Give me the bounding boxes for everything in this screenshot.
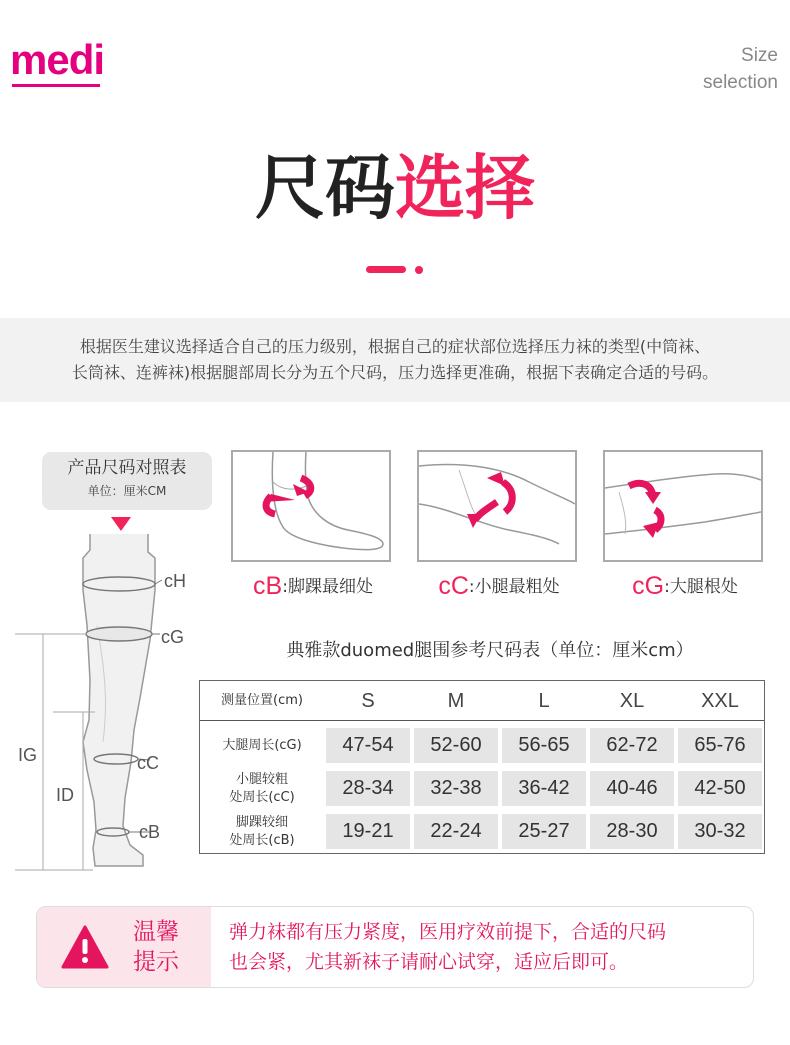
size-selection-line1: Size (741, 45, 778, 66)
size-table-title: 典雅款duomed腿围参考尺码表（单位：厘米cm） (286, 640, 694, 661)
table-cell: 36-42 (502, 771, 586, 806)
thigh-measure-icon (605, 452, 761, 560)
cc-label: cC (137, 753, 159, 773)
ig-label: IG (18, 745, 38, 765)
cg-code: cG (632, 572, 665, 600)
calf-measure-icon (419, 452, 575, 560)
cg-ring (86, 627, 152, 641)
cc-code: cC (438, 572, 469, 600)
size-header-xl: XL (619, 690, 645, 712)
tip-text-line2: 也会紧，尤其新袜子请耐心试穿，适应后即可。 (229, 951, 629, 973)
cg-label: cG (161, 627, 185, 647)
tip-heading-line1: 温馨 (133, 919, 179, 945)
thigh-measure-caption (603, 571, 767, 601)
title-divider-dot (415, 266, 423, 274)
row-label-line1: 脚踝较细 (235, 815, 288, 830)
table-header-row (200, 681, 764, 721)
size-reference-box (42, 452, 212, 510)
id-label: ID (56, 785, 74, 805)
intro-line2: 长筒袜、连裤袜)根据腿部周长分为五个尺码，压力选择更准确，根据下表确定合适的号码。 (71, 363, 719, 382)
warm-tip-box (36, 906, 754, 988)
table-cell: 28-30 (590, 814, 674, 849)
leg-diagram (15, 530, 205, 880)
table-cell: 42-50 (678, 771, 762, 806)
cb-label: cB (139, 822, 161, 842)
medi-logo: medi (10, 36, 105, 83)
size-header-xxl: XXL (701, 690, 739, 712)
table-row (200, 810, 764, 853)
table-cell: 52-60 (414, 728, 498, 763)
row-label (200, 771, 324, 807)
table-cell: 62-72 (590, 728, 674, 763)
table-cell: 32-38 (414, 771, 498, 806)
table-row (200, 767, 764, 810)
table-cell: 22-24 (414, 814, 498, 849)
size-header-l: L (538, 690, 550, 712)
calf-measure-caption (417, 571, 581, 601)
logo-underline (12, 84, 100, 87)
table-cell: 28-34 (326, 771, 410, 806)
title-divider-dash (366, 266, 406, 273)
calf-measure-photo (417, 450, 577, 562)
intro-line1: 根据医生建议选择适合自己的压力级别，根据自己的症状部位选择压力袜的类型(中筒袜、 (79, 337, 711, 356)
title-part1: 尺码 (255, 147, 395, 229)
ankle-measure-icon (233, 452, 389, 560)
title-part2: 选择 (395, 147, 535, 229)
size-header-m: M (447, 690, 465, 712)
row-label-line1: 小腿较粗 (235, 772, 288, 787)
tip-heading-line2: 提示 (133, 949, 179, 975)
table-cell: 30-32 (678, 814, 762, 849)
size-selection-label (628, 42, 778, 96)
cb-code: cB (253, 572, 283, 600)
ankle-measure-photo (231, 450, 391, 562)
cc-desc: :小腿最粗处 (468, 577, 560, 597)
ch-label: cH (164, 571, 186, 591)
warning-icon (61, 925, 109, 969)
cb-desc: :脚踝最细处 (282, 577, 373, 597)
table-cell: 65-76 (678, 728, 762, 763)
tip-text-line1: 弹力袜都有压力紧度，医用疗效前提下，合适的尺码 (229, 921, 667, 943)
size-header-s: S (361, 690, 375, 712)
tip-side-panel (37, 907, 211, 987)
size-table (199, 680, 765, 854)
reference-unit: 单位：厘米CM (87, 484, 167, 498)
table-header-label: 测量位置(cm) (221, 693, 303, 708)
cg-desc: :大腿根处 (664, 577, 738, 597)
table-cell: 25-27 (502, 814, 586, 849)
row-label (200, 814, 324, 850)
table-cell: 40-46 (590, 771, 674, 806)
table-cell: 19-21 (326, 814, 410, 849)
row-label-line2: 处周长(cC) (229, 790, 295, 805)
intro-banner (0, 318, 790, 402)
table-cell: 47-54 (326, 728, 410, 763)
table-cell: 56-65 (502, 728, 586, 763)
tip-heading (121, 917, 191, 977)
page-title (0, 148, 790, 228)
reference-title: 产品尺码对照表 (67, 458, 187, 478)
row-label: 大腿周长(cG) (222, 738, 302, 753)
size-selection-line2: selection (703, 72, 778, 93)
thigh-measure-photo (603, 450, 763, 562)
row-label-line2: 处周长(cB) (229, 833, 295, 848)
tip-text (229, 917, 749, 977)
table-row (200, 724, 764, 767)
ankle-measure-caption (231, 571, 395, 601)
